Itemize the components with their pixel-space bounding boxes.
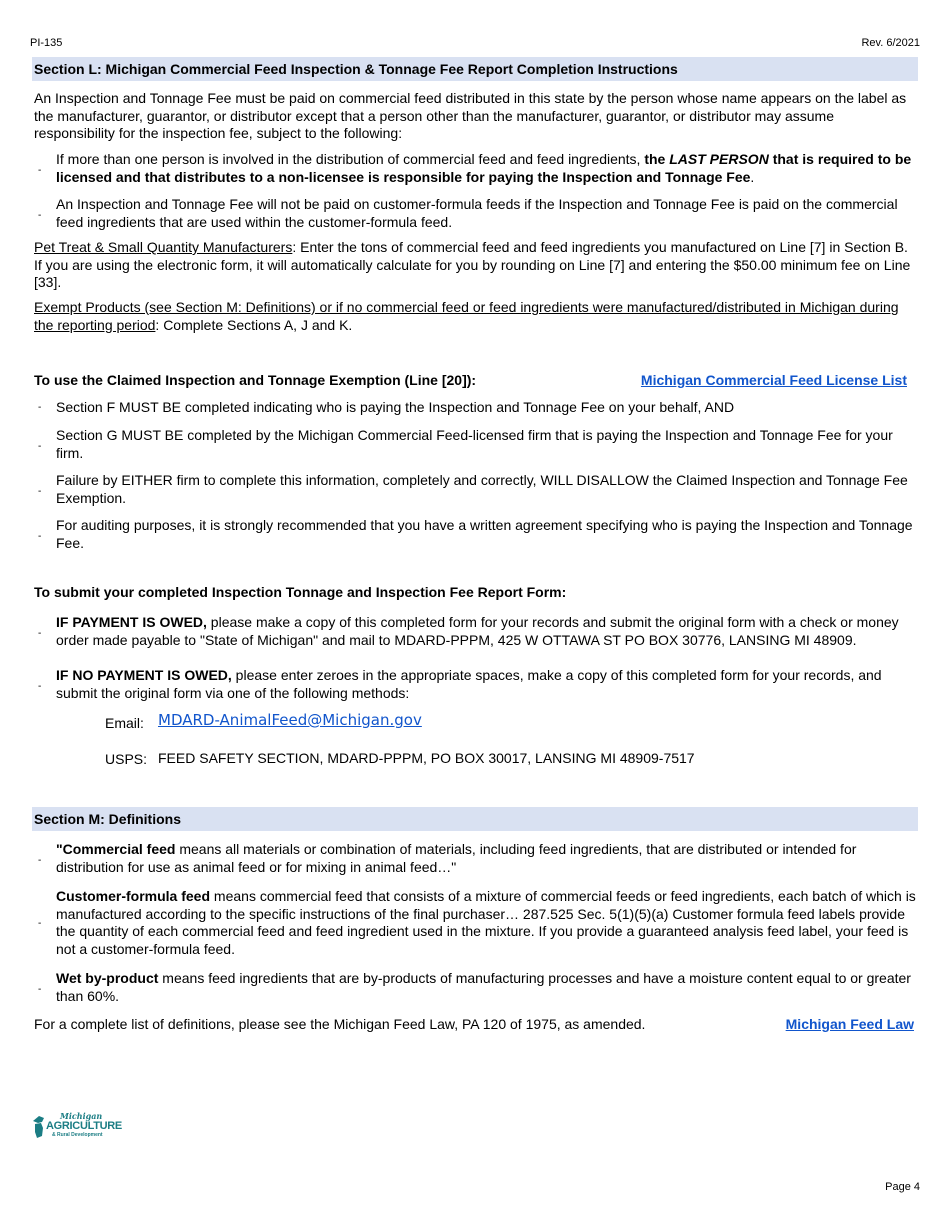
- logo-line3: & Rural Development: [52, 1132, 103, 1138]
- bullet-last-person: If more than one person is involved in the distribution of commercial feed and feed ingredients, the LAST PERSON that is required to be licensed and that distributes to a non-licensee is responsible for paying the Inspection and Tonnage Fee.: [56, 151, 912, 185]
- pet-treat-instructions: Pet Treat & Small Quantity Manufacturers: Enter the tons of commercial feed and feed ingredients you manufactured on Line [7] in Section B. If you are using the electronic form, it will automatically calculate for you by rounding on Line [7] and entering the $50.00 minimum fee on Line [33].: [34, 239, 911, 290]
- feed-law-link[interactable]: Michigan Feed Law: [785, 1016, 914, 1032]
- definition-wet-by-product: Wet by-product means feed ingredients that are by-products of manufacturing processes and have a moisture content equal to or greater than 60%.: [56, 970, 911, 1004]
- definition-customer-formula-feed: Customer-formula feed means commercial feed that consists of a mixture of commercial feeds or feed ingredients, each batch of which is manufactured according to the specific instructions of the final purchaser… 287.525 Sec. 5(1)(5)(a) Customer formula feed labels provide the quantity of each commercial feed and feed ingredient used in the mixture. If you provide a guaranteed analysis feed label, your feed is not a customer-formula feed.: [56, 888, 916, 957]
- bullet-dash: -: [38, 165, 42, 176]
- usps-address: FEED SAFETY SECTION, MDARD-PPPM, PO BOX 30017, LANSING MI 48909-7517: [158, 750, 695, 766]
- bullet-customer-formula: An Inspection and Tonnage Fee will not be paid on customer-formula feeds if the Inspection and Tonnage Fee is paid on the commercial feed ingredients that are used within the customer-formula feed.: [56, 196, 898, 230]
- definitions-footer: For a complete list of definitions, please see the Michigan Feed Law, PA 120 of 1975, as amended.: [34, 1016, 646, 1032]
- logo-line1: Michigan: [60, 1111, 103, 1121]
- exemption-item: Section F MUST BE completed indicating who is paying the Inspection and Tonnage Fee on your behalf, AND: [56, 399, 735, 415]
- bullet-dash: -: [38, 210, 42, 221]
- exemption-heading: To use the Claimed Inspection and Tonnage Exemption (Line [20]):: [34, 372, 477, 388]
- email-link[interactable]: MDARD-AnimalFeed@Michigan.gov: [158, 711, 422, 729]
- bullet-dash: -: [38, 681, 42, 692]
- bullet-dash: -: [38, 628, 42, 639]
- form-id: PI-135: [30, 37, 63, 49]
- section-l-title: Section L: Michigan Commercial Feed Inspection & Tonnage Fee Report Completion Instructions: [32, 57, 918, 81]
- page-number: Page 4: [885, 1181, 920, 1193]
- bullet-dash: -: [38, 855, 42, 866]
- no-payment-instructions: IF NO PAYMENT IS OWED, please enter zeroes in the appropriate spaces, make a copy of this completed form for your records, and submit the original form via one of the following methods:: [56, 667, 882, 701]
- section-l-intro: An Inspection and Tonnage Fee must be paid on commercial feed distributed in this state by the person whose name appears on the label as the manufacturer, guarantor, or distributor except that a person other than the manufacturer, guarantor, or distributor may assume responsibility for the inspection fee, subject to the following:: [34, 90, 907, 141]
- mdard-logo: [30, 1112, 130, 1142]
- bullet-dash: -: [38, 441, 42, 452]
- section-m-title: Section M: Definitions: [32, 807, 918, 831]
- exemption-item: Failure by EITHER firm to complete this information, completely and correctly, WILL DISALLOW the Claimed Inspection and Tonnage Fee Exemption.: [56, 472, 908, 506]
- exemption-item: Section G MUST BE completed by the Michigan Commercial Feed-licensed firm that is paying the Inspection and Tonnage Fee for your firm.: [56, 427, 893, 461]
- exempt-products-instructions: Exempt Products (see Section M: Definitions) or if no commercial feed or feed ingredients were manufactured/distributed in Michigan during the reporting period: Complete Sections A, J and K.: [34, 299, 899, 333]
- bullet-dash: -: [38, 486, 42, 497]
- submit-heading: To submit your completed Inspection Tonnage and Inspection Fee Report Form:: [34, 584, 567, 600]
- logo-line2: AGRICULTURE: [46, 1120, 122, 1132]
- bullet-dash: -: [38, 531, 42, 542]
- usps-label: USPS:: [105, 751, 148, 767]
- payment-owed-instructions: IF PAYMENT IS OWED, please make a copy of this completed form for your records and submit the original form with a check or money order made payable to "State of Michigan" and mail to MDARD-PPPM, 425 W OTTAWA ST PO BOX 30776, LANSING MI 48909.: [56, 614, 899, 648]
- revision-date: Rev. 6/2021: [861, 37, 920, 49]
- bullet-dash: -: [38, 984, 42, 995]
- bullet-dash: -: [38, 402, 42, 413]
- exemption-item: For auditing purposes, it is strongly recommended that you have a written agreement specifying who is paying the Inspection and Tonnage Fee.: [56, 517, 913, 551]
- bullet-dash: -: [38, 918, 42, 929]
- email-label: Email:: [105, 715, 144, 731]
- definition-commercial-feed: "Commercial feed means all materials or combination of materials, including feed ingredients, that are distributed or intended for distribution for use as animal feed or for mixing in animal feed…": [56, 841, 857, 875]
- license-list-link[interactable]: Michigan Commercial Feed License List: [640, 372, 907, 388]
